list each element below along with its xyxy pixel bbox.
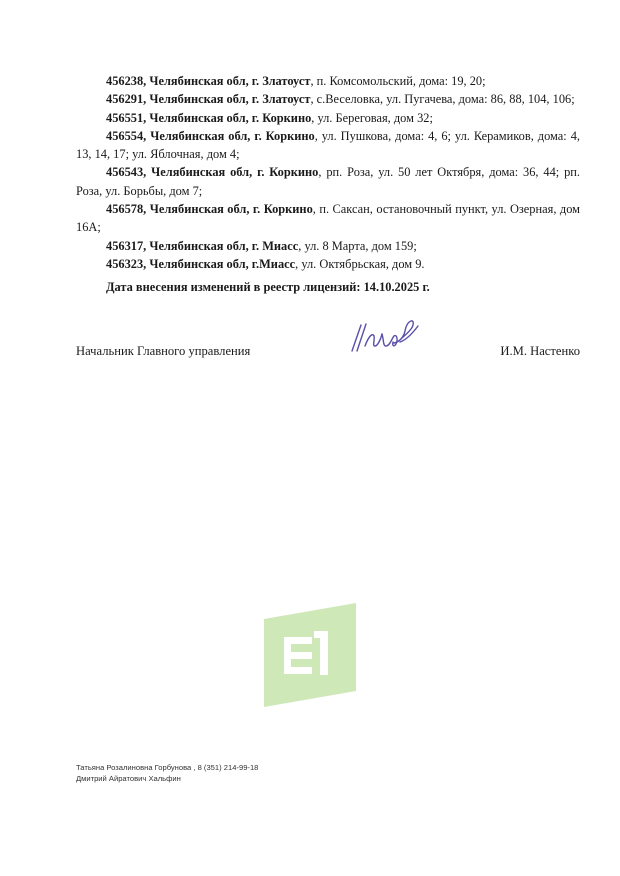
address-entry: [76, 72, 580, 90]
address-details: , п. Комсомольский, дома: 19, 20;: [310, 74, 486, 88]
address-region: Челябинская обл, г. Златоуст: [149, 74, 311, 88]
postal-code: 456543,: [106, 165, 147, 180]
address-details: , ул. Октябрьская, дом 9.: [295, 256, 425, 271]
address-list: [76, 72, 580, 273]
address-entry: [76, 90, 580, 108]
address-entry: [76, 163, 580, 200]
address-details: , п. Саксан, остановочный пункт, ул. Озерная, дом 16А;: [76, 202, 580, 235]
address-entry: [76, 109, 580, 127]
address-region: Челябинская обл, г. Коркино: [149, 110, 312, 125]
postal-code: 456291,: [106, 92, 147, 107]
address-details: , ул. Пушкова, дома: 4, 6; ул. Керамиков, дома: 4, 13, 14, 17; ул. Яблочная, дом 4;: [76, 128, 580, 162]
address-details: , с.Веселовка, ул. Пугачева, дома: 86, 88, 104, 106;: [310, 92, 575, 107]
postal-code: 456554,: [106, 128, 147, 143]
address-region: Челябинская обл, г.Миасс: [149, 256, 296, 271]
signatory-name: И.М. Настенко: [500, 344, 580, 358]
address-region: Челябинская обл, г. Коркино: [149, 202, 313, 217]
handwritten-signature-icon: [348, 316, 428, 356]
address-entry: [76, 255, 580, 273]
contact-line: Татьяна Розалиновна Горбунова , 8 (351) 214-99-18: [76, 763, 259, 772]
contact-persons: [76, 762, 258, 784]
address-region: Челябинская обл, г. Коркино: [150, 128, 315, 143]
address-entry: [76, 200, 580, 237]
e1-logo-watermark-icon: [264, 603, 356, 707]
address-entry: [76, 127, 580, 164]
address-region: Челябинская обл, г. Миасс: [149, 238, 299, 253]
postal-code: 456551,: [106, 110, 147, 125]
signature-block: [76, 344, 580, 364]
registry-change-date: Дата внесения изменений в реестр лицензий: 14.10.2025 г.: [106, 280, 430, 294]
postal-code: 456317,: [106, 238, 147, 253]
contact-line: Дмитрий Айратович Хальфин: [76, 774, 181, 783]
postal-code: 456238,: [106, 74, 147, 88]
postal-code: 456323,: [106, 256, 147, 271]
address-details: , рп. Роза, ул. 50 лет Октября, дома: 36, 44; рп. Роза, ул. Борьбы, дом 7;: [76, 165, 580, 198]
address-entry: [76, 237, 580, 255]
postal-code: 456578,: [106, 202, 147, 217]
address-details: , ул. Береговая, дом 32;: [311, 110, 433, 125]
address-details: , ул. 8 Марта, дом 159;: [298, 238, 417, 253]
signatory-title: Начальник Главного управления: [76, 344, 251, 358]
address-region: Челябинская обл, г. Златоуст: [149, 92, 311, 107]
address-region: Челябинская обл, г. Коркино: [151, 165, 319, 180]
